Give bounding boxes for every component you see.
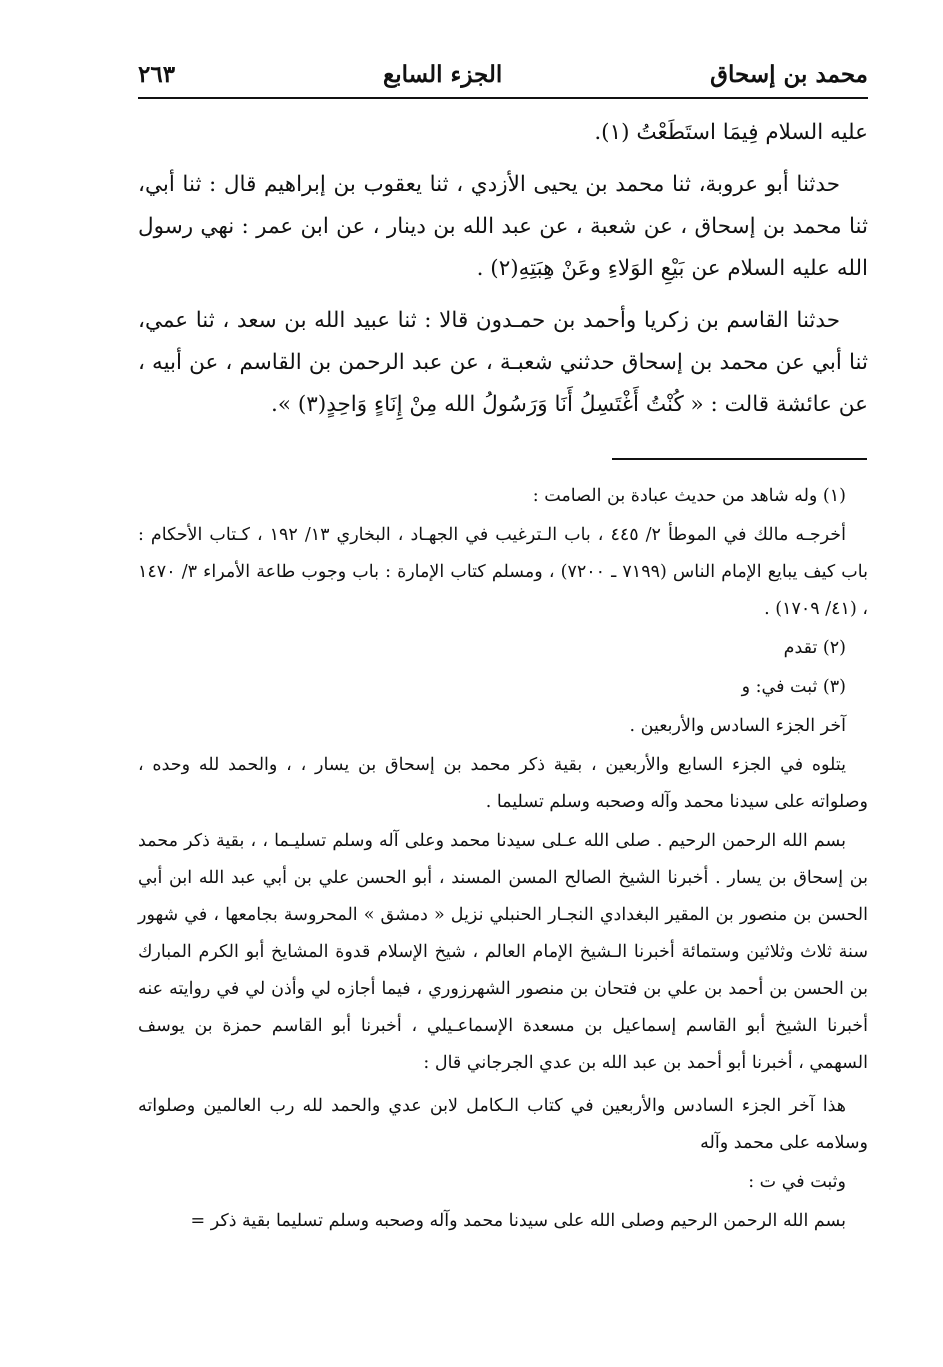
footnotes <box>138 478 868 1242</box>
footnote-paragraph: (١) وله شاهد من حديث عبادة بن الصامت : <box>532 486 846 506</box>
main-paragraph: حدثنا أبو عروبة، ثنا محمد بن يحيى الأزدي ، ثنا يعقوب بن إبراهيم قال : ثنا أبي، ثنا محمد بن إسحاق ، عن شعبة ، عن عبد الله بن دينار ، عن ابن عمر : نهي رسول الله عليه السلام عن بَيْعِ الوَلاءِ وعَنْ هِبَتِهِ(٢) . <box>138 172 868 281</box>
footnote-paragraph: يتلوه في الجزء السابع والأربعين ، بقية ذكر محمد بن إسحاق بن يسار ، ، والحمد لله وحده ، وصلواته على سيدنا محمد وآله وصحبه وسلم تسليما . <box>138 755 868 812</box>
main-paragraph: حدثنا القاسم بن زكريا وأحمد بن حمـدون قالا : ثنا عبيد الله بن سعد ، ثنا عمي، ثنا أبي عن محمد بن إسحاق حدثني شعبـة ، عن عبد الرحمن بن القاسم ، عن أبيه ، عن عائشة قالت : « كُنْتُ أَغْتَسِلُ أَنَا وَرَسُولُ الله مِنْ إِنَاءٍ وَاحِدٍ(٣) ». <box>138 308 868 417</box>
footnote-separator <box>612 458 867 460</box>
page-number: ٢٦٣ <box>138 60 176 88</box>
footnote-paragraph: (٢) تقدم <box>783 638 846 658</box>
footnote-paragraph: وثبت في ت : <box>748 1172 846 1192</box>
footnote-paragraph: بسم الله الرحمن الرحيم . صلى الله عـلى سيدنا محمد وعلى آله وسلم تسليـما ، ، بقية ذكر محمد بن إسحاق بن يسار . أخبرنا الشيخ الصالح المسن المسند ، أبو الحسن علي بن أبي عبد الله ابن أبي الحسن بن منصور بن المقير البغدادي النجـار الحنبلي نزيل « دمشق » المحروسة بجامعها ، في شهور سنة ثلاث وثلاثين وستمائة أخبرنا الـشيخ الإمام العالم ، شيخ الإسلام قدوة المشايخ أبو الكرم المبارك بن الحسن بن أحمد بن علي بن فتحان بن منصور الشهرزوري ، فيما أجازه لي وأذن لي في روايته عنه أخبرنا الشيخ أبو القاسم إسماعيل بن مسعدة الإسماعـيلي ، أخبرنا أبو القاسم حمزة بن يوسف السهمي ، أخبرنا أبو أحمد بن عبد الله بن عدي الجرجاني قال : <box>138 831 868 1073</box>
running-title: محمد بن إسحاق <box>710 60 868 88</box>
footnote-paragraph: بسم الله الرحمن الرحيم وصلى الله على سيدنا محمد وآله وصحبه وسلم تسليما بقية ذكر = <box>190 1211 846 1231</box>
main-text <box>138 112 868 436</box>
part-title: الجزء السابع <box>382 60 503 88</box>
footnote-paragraph: هذا آخر الجزء السادس والأربعين في كتاب الـكامل لابن عدي والحمد لله رب العالمين وصلواته وسلامه على محمد وآله <box>138 1096 868 1153</box>
footnote-paragraph: آخر الجزء السادس والأربعين . <box>629 716 846 736</box>
footnote-paragraph: أخرجـه مالك في الموطأ ٢/ ٤٤٥ ، باب الـترغيب في الجهـاد ، البخاري ١٣/ ١٩٢ ، كـتاب الأحكام : باب كيف يبايع الإمام الناس (٧١٩٩ ـ ٧٢٠٠) ، ومسلم كتاب الإمارة : باب وجوب طاعة الأمراء ٣/ ١٤٧٠ ، (٤١/ ١٧٠٩) . <box>138 525 868 619</box>
header-rule <box>138 97 868 99</box>
footnote-paragraph: (٣) ثبت في: و <box>741 677 846 697</box>
page-header <box>138 52 868 96</box>
main-paragraph: عليه السلام فِيمَا استَطَعْتُ (١). <box>594 120 868 145</box>
